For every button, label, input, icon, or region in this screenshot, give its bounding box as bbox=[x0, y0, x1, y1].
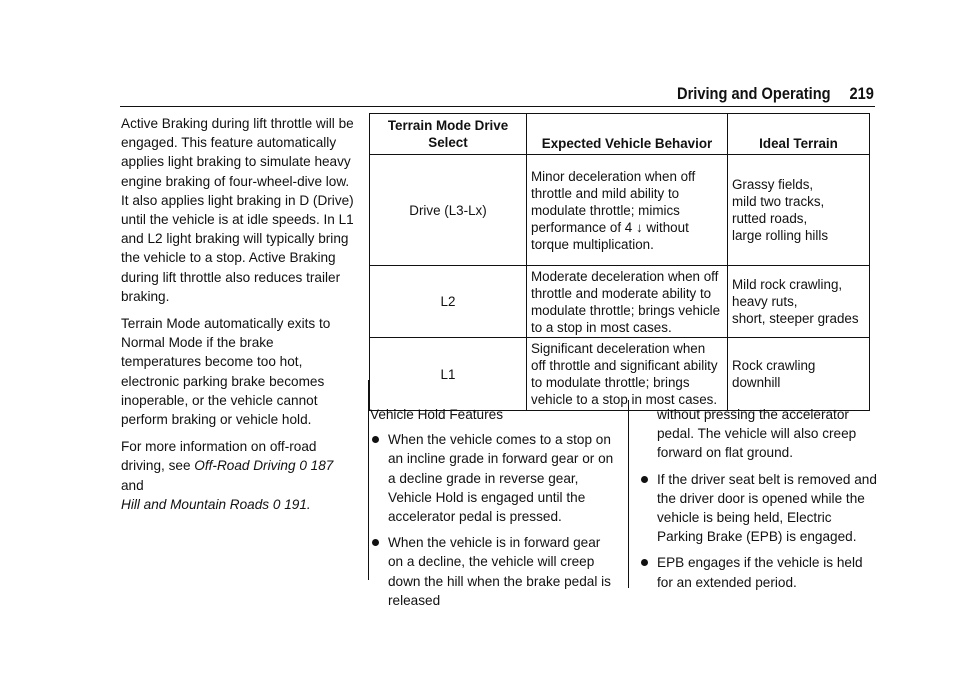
vehicle-hold-list-2 bbox=[639, 470, 879, 592]
list-item bbox=[639, 470, 879, 547]
list-item-text: EPB engages if the vehicle is held for an extended period. bbox=[657, 555, 863, 590]
list-item-text: When the vehicle is in forward gear on a decline, the vehicle will creep down the hill when the brake pedal is released bbox=[388, 535, 611, 608]
hill-mountain-roads-link[interactable]: Hill and Mountain Roads bbox=[121, 496, 270, 512]
bullet-icon bbox=[372, 539, 379, 546]
vehicle-hold-column-2 bbox=[639, 405, 879, 599]
cell-mode: Drive (L3-Lx) bbox=[370, 155, 527, 266]
header-rule bbox=[120, 106, 875, 107]
paragraph-terrain-exit: Terrain Mode automatically exits to Normal Mode if the brake temperatures become too hot, electronic parking brake becomes inoperable, or the vehicle cannot perform braking or vehicle hold. bbox=[121, 316, 331, 428]
cell-behavior: Significant deceleration when off throttle and significant ability to modulate throttle; brings vehicle to a stop in most cases. bbox=[527, 338, 728, 411]
header-terrain: Ideal Terrain bbox=[728, 114, 870, 155]
cell-behavior: Minor deceleration when off throttle and mild ability to modulate throttle; mimics performance of 4 ↓ without torque multiplication. bbox=[527, 155, 728, 266]
cell-mode: L1 bbox=[370, 338, 527, 411]
cell-terrain: Grassy fields, mild two tracks, rutted roads, large rolling hills bbox=[728, 155, 870, 266]
cell-terrain: Mild rock crawling, heavy ruts, short, steeper grades bbox=[728, 266, 870, 338]
cell-behavior: Moderate deceleration when off throttle and moderate ability to modulate throttle; brings vehicle to a stop in most cases. bbox=[527, 266, 728, 338]
page-header bbox=[677, 84, 874, 104]
bullet-icon bbox=[372, 436, 379, 443]
paragraph-active-braking: Active Braking during lift throttle will be engaged. This feature automatically applies light braking to simulate heavy engine braking of four-wheel-dive low. It also applies light braking in D (Drive) until the vehicle is at idle speeds. In L1 and L2 light braking will typically bring the vehicle to a stop. Active Braking during lift throttle also reduces trailer braking. bbox=[121, 116, 354, 304]
table-row bbox=[370, 338, 870, 411]
paragraph-more-info bbox=[121, 437, 357, 514]
terrain-mode-table bbox=[369, 113, 870, 411]
vehicle-hold-column-1 bbox=[370, 405, 618, 617]
list-item-continuation: without pressing the accelerator pedal. The vehicle will also creep forward on flat ground. bbox=[657, 407, 857, 461]
more-info-intro: For more information on off-road driving, see bbox=[121, 439, 317, 474]
list-item bbox=[370, 533, 618, 610]
hill-mountain-roads-page[interactable]: 0 191. bbox=[272, 496, 311, 512]
column-divider-right bbox=[628, 400, 629, 588]
off-road-driving-page[interactable]: 0 187 bbox=[299, 458, 334, 474]
off-road-driving-link[interactable]: Off-Road Driving bbox=[194, 458, 296, 474]
header-behavior: Expected Vehicle Behavior bbox=[527, 114, 728, 155]
bullet-icon bbox=[641, 559, 648, 566]
vehicle-hold-title: Vehicle Hold Features bbox=[370, 407, 503, 422]
terrain-table bbox=[369, 113, 870, 411]
section-title: Driving and Operating bbox=[677, 84, 831, 103]
list-item bbox=[370, 430, 618, 526]
list-item-text: When the vehicle comes to a stop on an incline grade in forward gear or on a decline grade in reverse gear, Vehicle Hold is engaged until the accelerator pedal is pressed. bbox=[388, 432, 614, 525]
cell-terrain: Rock crawling downhill bbox=[728, 338, 870, 411]
table-header-row bbox=[370, 114, 870, 155]
list-item bbox=[639, 553, 879, 591]
vehicle-hold-list-1 bbox=[370, 430, 618, 610]
header-mode: Terrain Mode Drive Select bbox=[370, 114, 527, 155]
table-row bbox=[370, 155, 870, 266]
list-item-text: If the driver seat belt is removed and the driver door is opened while the vehicle is being held, Electric Parking Brake (EPB) is engaged. bbox=[657, 471, 877, 545]
bullet-icon bbox=[641, 476, 648, 483]
page-number: 219 bbox=[849, 84, 874, 103]
cell-mode: L2 bbox=[370, 266, 527, 338]
more-info-conj: and bbox=[121, 477, 144, 493]
table-row bbox=[370, 266, 870, 338]
left-column bbox=[121, 114, 357, 522]
